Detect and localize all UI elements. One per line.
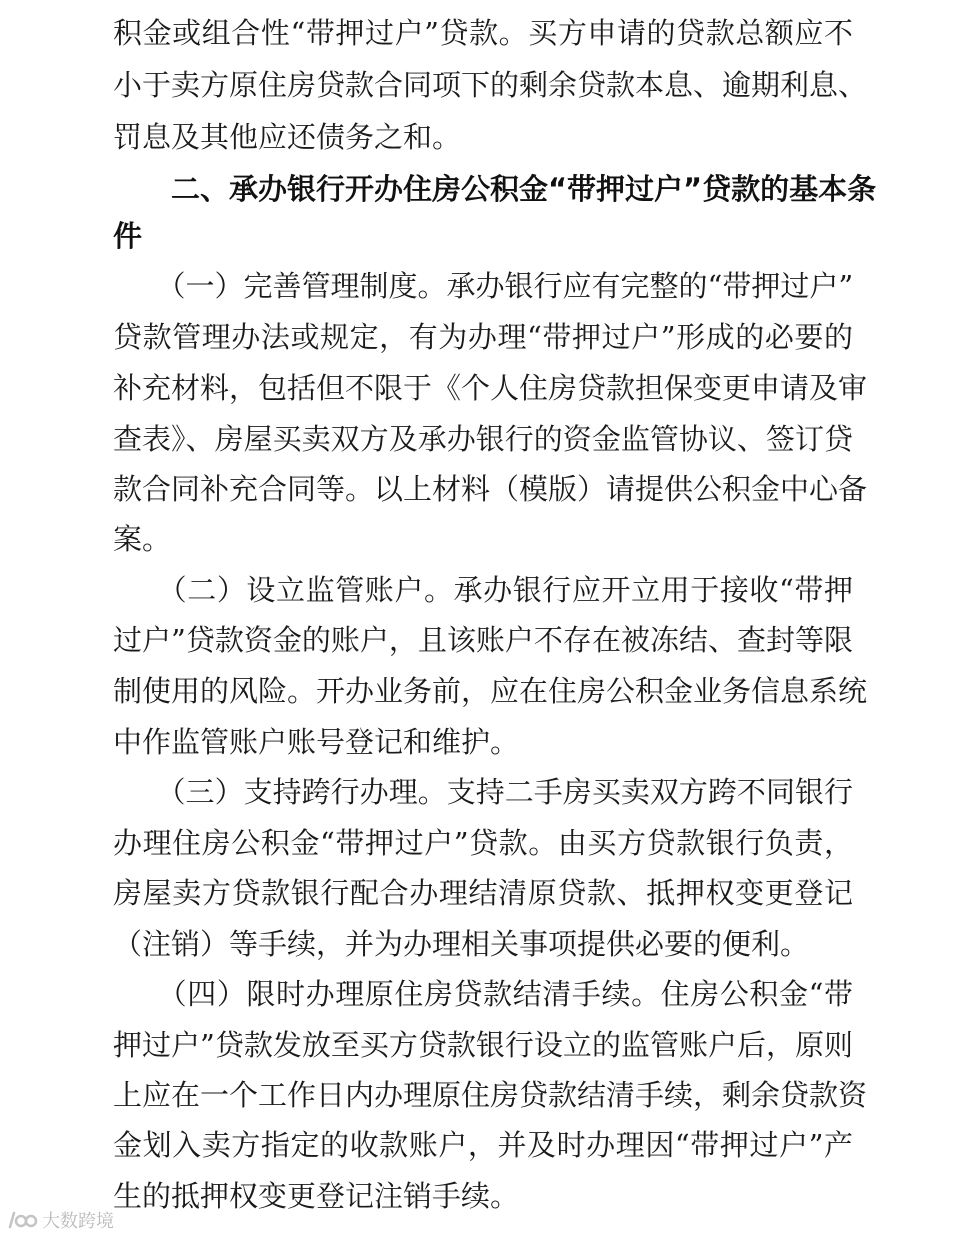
text-line: 积金或组合性“带押过户”贷款。买方申请的贷款总额应不 bbox=[113, 16, 853, 50]
text-line: 制使用的风险。开办业务前，应在住房公积金业务信息系统 bbox=[113, 674, 868, 708]
text-line: 办理住房公积金“带押过户”贷款。由买方贷款银行负责， bbox=[113, 826, 853, 860]
text-line: （注销）等手续，并为办理相关事项提供必要的便利。 bbox=[113, 927, 810, 961]
text-line: （四）限时办理原住房贷款结清手续。住房公积金“带 bbox=[113, 977, 853, 1011]
text-line: 生的抵押权变更登记注销手续。 bbox=[113, 1179, 520, 1213]
text-line: 罚息及其他应还债务之和。 bbox=[113, 120, 462, 154]
text-line: 上应在一个工作日内办理原住房贷款结清手续，剩余贷款资 bbox=[113, 1078, 868, 1112]
watermark-text: 大数跨境 bbox=[42, 1211, 114, 1232]
text-line: 过户”贷款资金的账户，且该账户不存在被冻结、查封等限 bbox=[113, 623, 853, 657]
text-line: （三）支持跨行办理。支持二手房买卖双方跨不同银行 bbox=[113, 775, 853, 809]
text-line: 中作监管账户账号登记和维护。 bbox=[113, 725, 520, 759]
text-line: 房屋卖方贷款银行配合办理结清原贷款、抵押权变更登记 bbox=[113, 876, 853, 910]
text-line: 案。 bbox=[113, 522, 172, 556]
section-heading-line: 二、承办银行开办住房公积金“带押过户”贷款的基本条 bbox=[113, 172, 877, 206]
text-line: 金划入卖方指定的收款账户，并及时办理因“带押过户”产 bbox=[113, 1128, 853, 1162]
text-line: 贷款管理办法或规定，有为办理“带押过户”形成的必要的 bbox=[113, 320, 853, 354]
text-line: 小于卖方原住房贷款合同项下的剩余贷款本息、逾期利息、 bbox=[113, 68, 868, 102]
text-line: 补充材料，包括但不限于《个人住房贷款担保变更申请及审 bbox=[113, 371, 868, 405]
text-line: 查表》、房屋买卖双方及承办银行的资金监管协议、签订贷 bbox=[113, 422, 853, 456]
brand-logo-icon bbox=[8, 1209, 38, 1231]
watermark bbox=[8, 1207, 114, 1233]
text-line: 押过户”贷款发放至买方贷款银行设立的监管账户后，原则 bbox=[113, 1028, 853, 1062]
text-line: （一）完善管理制度。承办银行应有完整的“带押过户” bbox=[113, 269, 854, 303]
section-heading-line: 件 bbox=[113, 219, 143, 253]
text-line: （二）设立监管账户。承办银行应开立用于接收“带押 bbox=[113, 573, 853, 607]
text-line: 款合同补充合同等。以上材料（模版）请提供公积金中心备 bbox=[113, 472, 868, 506]
